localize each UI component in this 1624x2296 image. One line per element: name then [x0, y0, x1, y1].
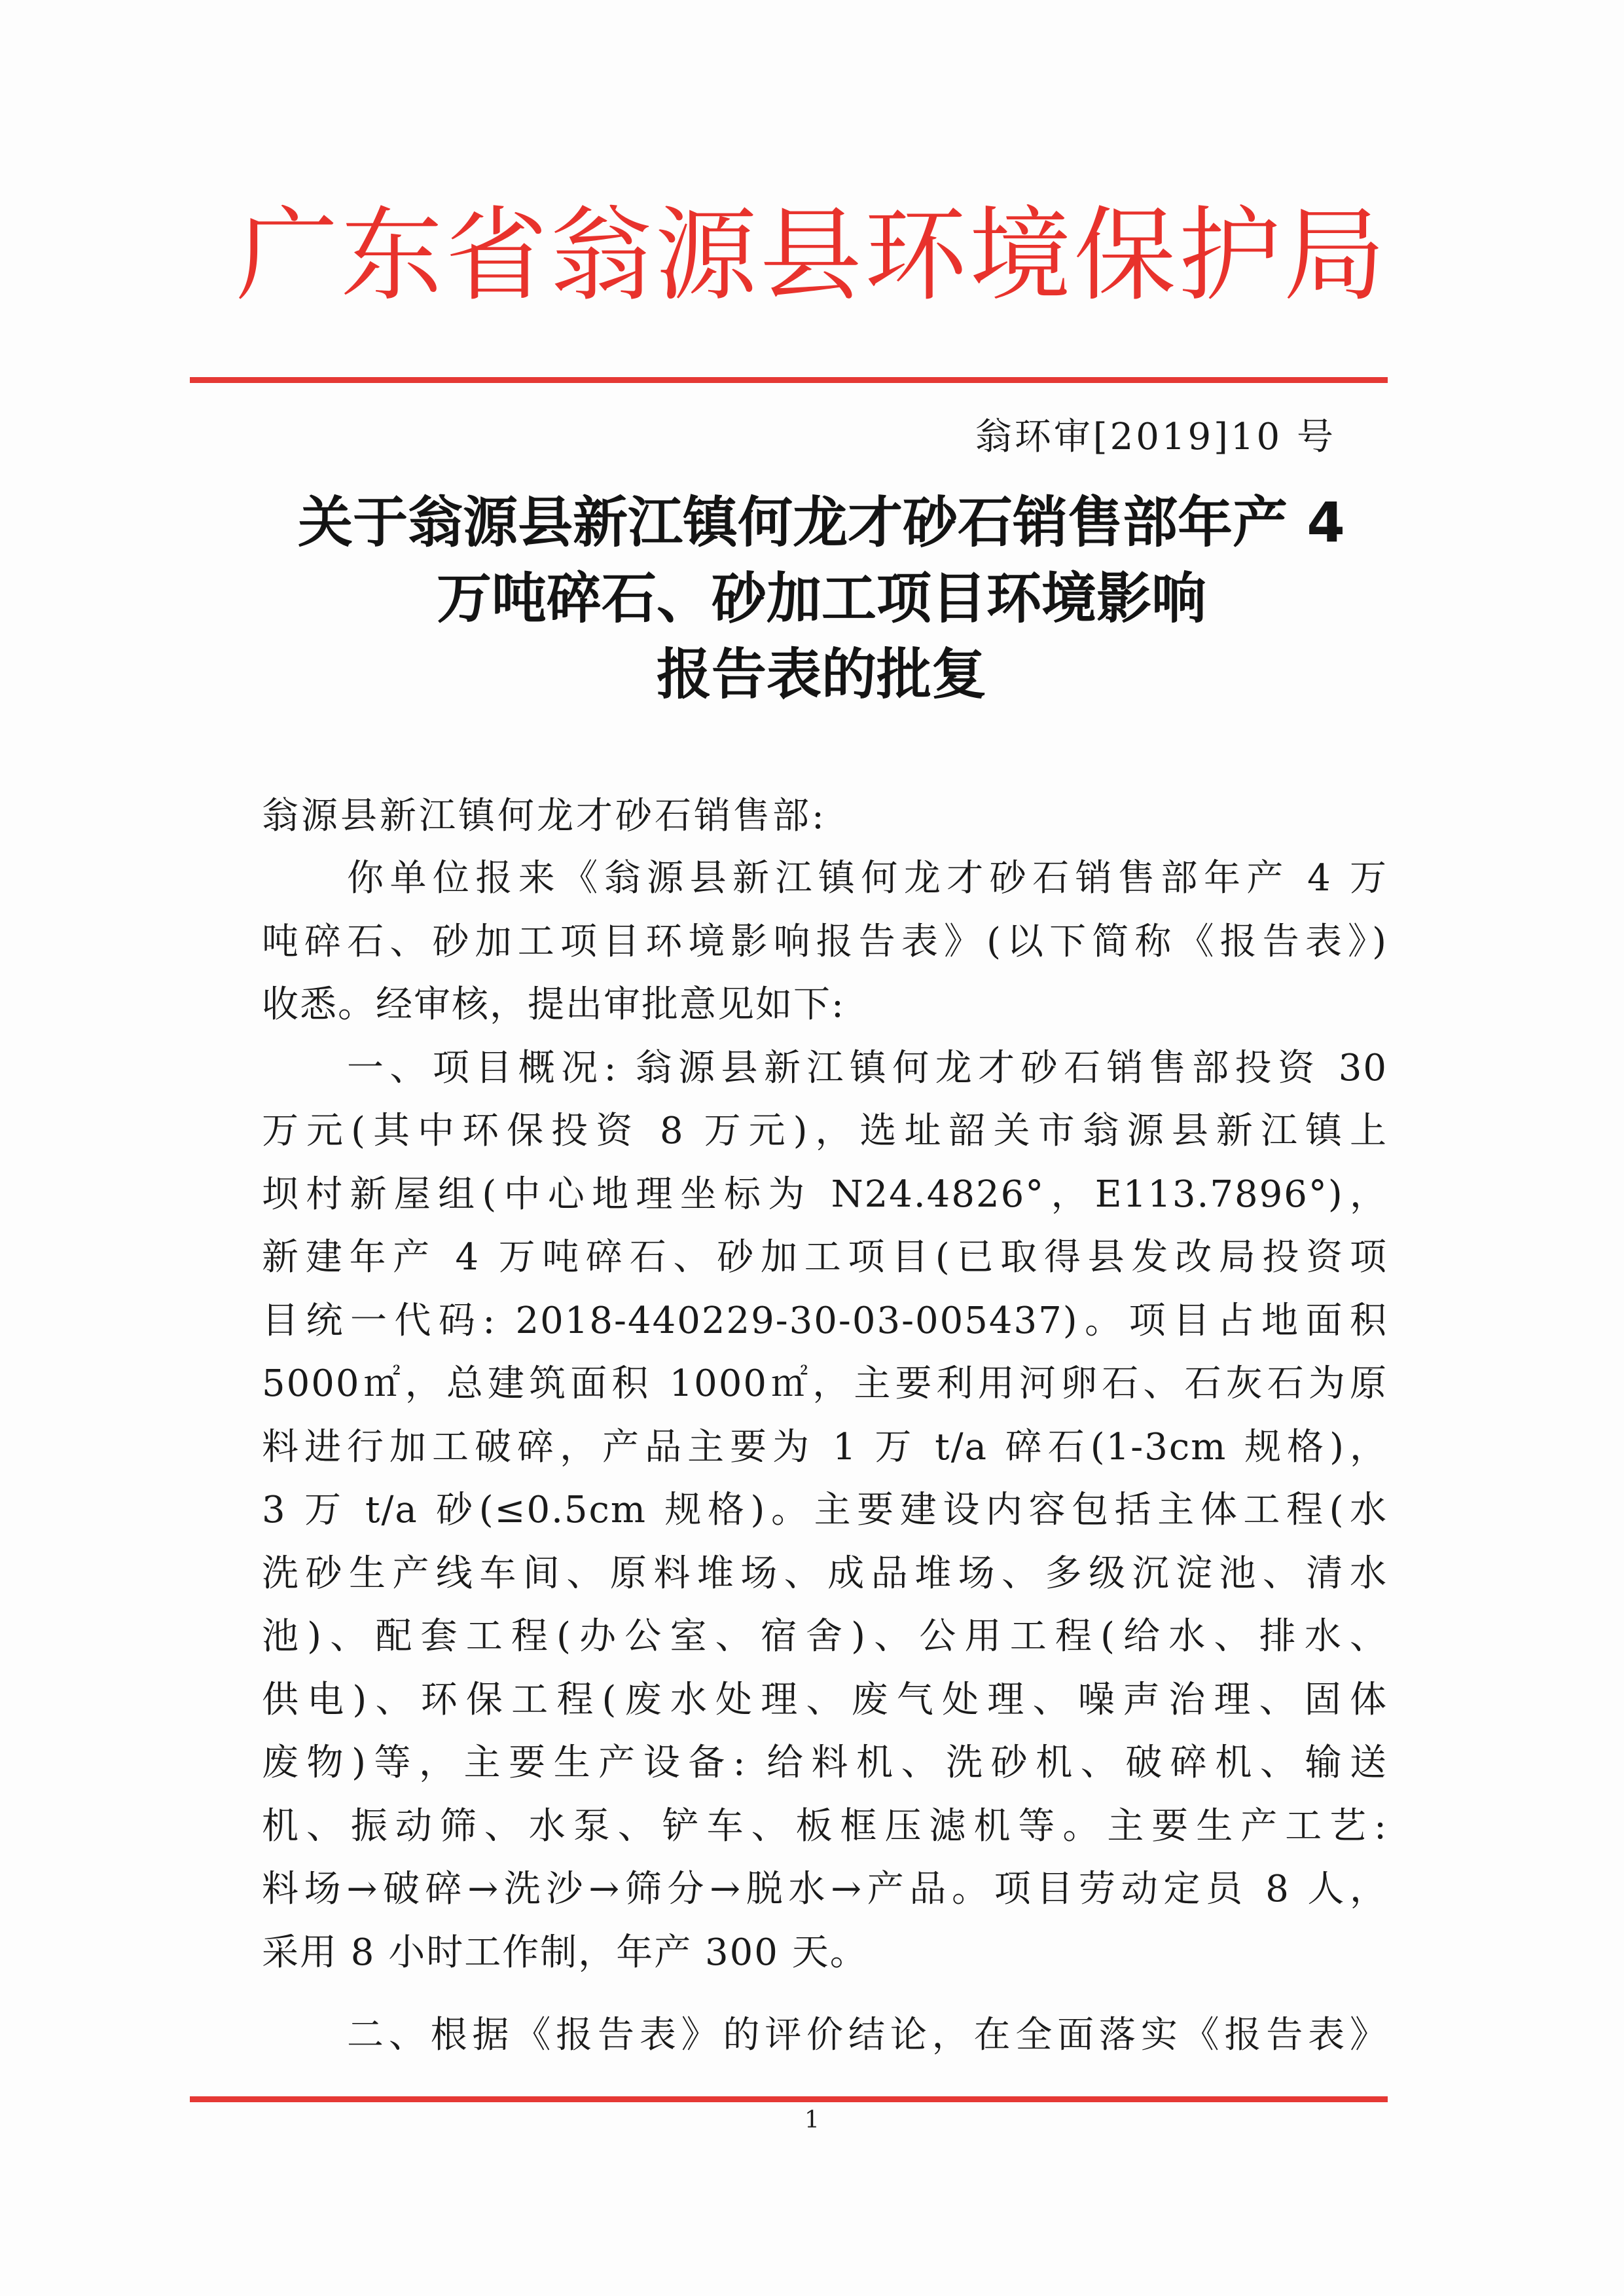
body-line: 料场→破碎→洗沙→筛分→脱水→产品。项目劳动定员 8 人， — [262, 1868, 1388, 1910]
document-title-line: 关于翁源县新江镇何龙才砂石销售部年产 4 — [298, 490, 1345, 555]
body-line: 目统一代码: 2018-440229-30-03-005437)。项目占地面积 — [262, 1299, 1388, 1342]
body-line: 机、振动筛、水泵、铲车、板框压滤机等。主要生产工艺: — [262, 1804, 1388, 1848]
body-line: 5000㎡，总建筑面积 1000㎡，主要利用河卵石、石灰石为原 — [262, 1362, 1388, 1405]
body-line: 二、根据《报告表》的评价结论，在全面落实《报告表》 — [347, 2014, 1388, 2056]
body-line: 池)、配套工程(办公室、宿舍)、公用工程(给水、排水、 — [262, 1615, 1388, 1658]
body-line: 废物)等，主要生产设备: 给料机、洗砂机、破碎机、输送 — [262, 1741, 1388, 1784]
body-line: 吨碎石、砂加工项目环境影响报告表》(以下简称《报告表》) — [262, 920, 1388, 963]
body-line: 供电)、环保工程(废水处理、废气处理、噪声治理、固体 — [262, 1678, 1388, 1721]
body-line: 收悉。经审核，提出审批意见如下: — [262, 983, 845, 1026]
page-number: 1 — [804, 2107, 820, 2134]
body-line: 一、项目概况: 翁源县新江镇何龙才砂石销售部投资 30 — [347, 1046, 1388, 1089]
footer-red-rule — [190, 2096, 1388, 2102]
document-title-line: 报告表的批复 — [656, 642, 986, 706]
body-line: 洗砂生产线车间、原料堆场、成品堆场、多级沉淀池、清水 — [262, 1552, 1388, 1595]
body-line: 你单位报来《翁源县新江镇何龙才砂石销售部年产 4 万 — [347, 857, 1388, 900]
letterhead-red-rule — [190, 377, 1388, 383]
body-line: 万元(其中环保投资 8 万元)，选址韶关市翁源县新江镇上 — [262, 1110, 1388, 1152]
body-line: 料进行加工破碎，产品主要为 1 万 t/a 碎石(1-3cm 规格)， — [262, 1425, 1388, 1468]
agency-letterhead-title: 广东省翁源县环境保护局 — [236, 196, 1388, 315]
body-line: 采用 8 小时工作制，年产 300 天。 — [262, 1931, 868, 1974]
document-number: 翁环审[2019]10 号 — [975, 416, 1336, 458]
addressee: 翁源县新江镇何龙才砂石销售部: — [262, 795, 827, 837]
document-title-line: 万吨碎石、砂加工项目环境影响 — [436, 566, 1206, 630]
body-line: 坝村新屋组(中心地理坐标为 N24.4826°，E113.7896°)， — [262, 1173, 1388, 1216]
body-line: 新建年产 4 万吨碎石、砂加工项目(已取得县发改局投资项 — [262, 1236, 1388, 1279]
paragraph-gap — [262, 1984, 1388, 2004]
document-body — [262, 847, 1388, 2068]
body-line: 3 万 t/a 砂(≤0.5cm 规格)。主要建设内容包括主体工程(水 — [262, 1489, 1388, 1531]
document-title — [223, 484, 1420, 712]
